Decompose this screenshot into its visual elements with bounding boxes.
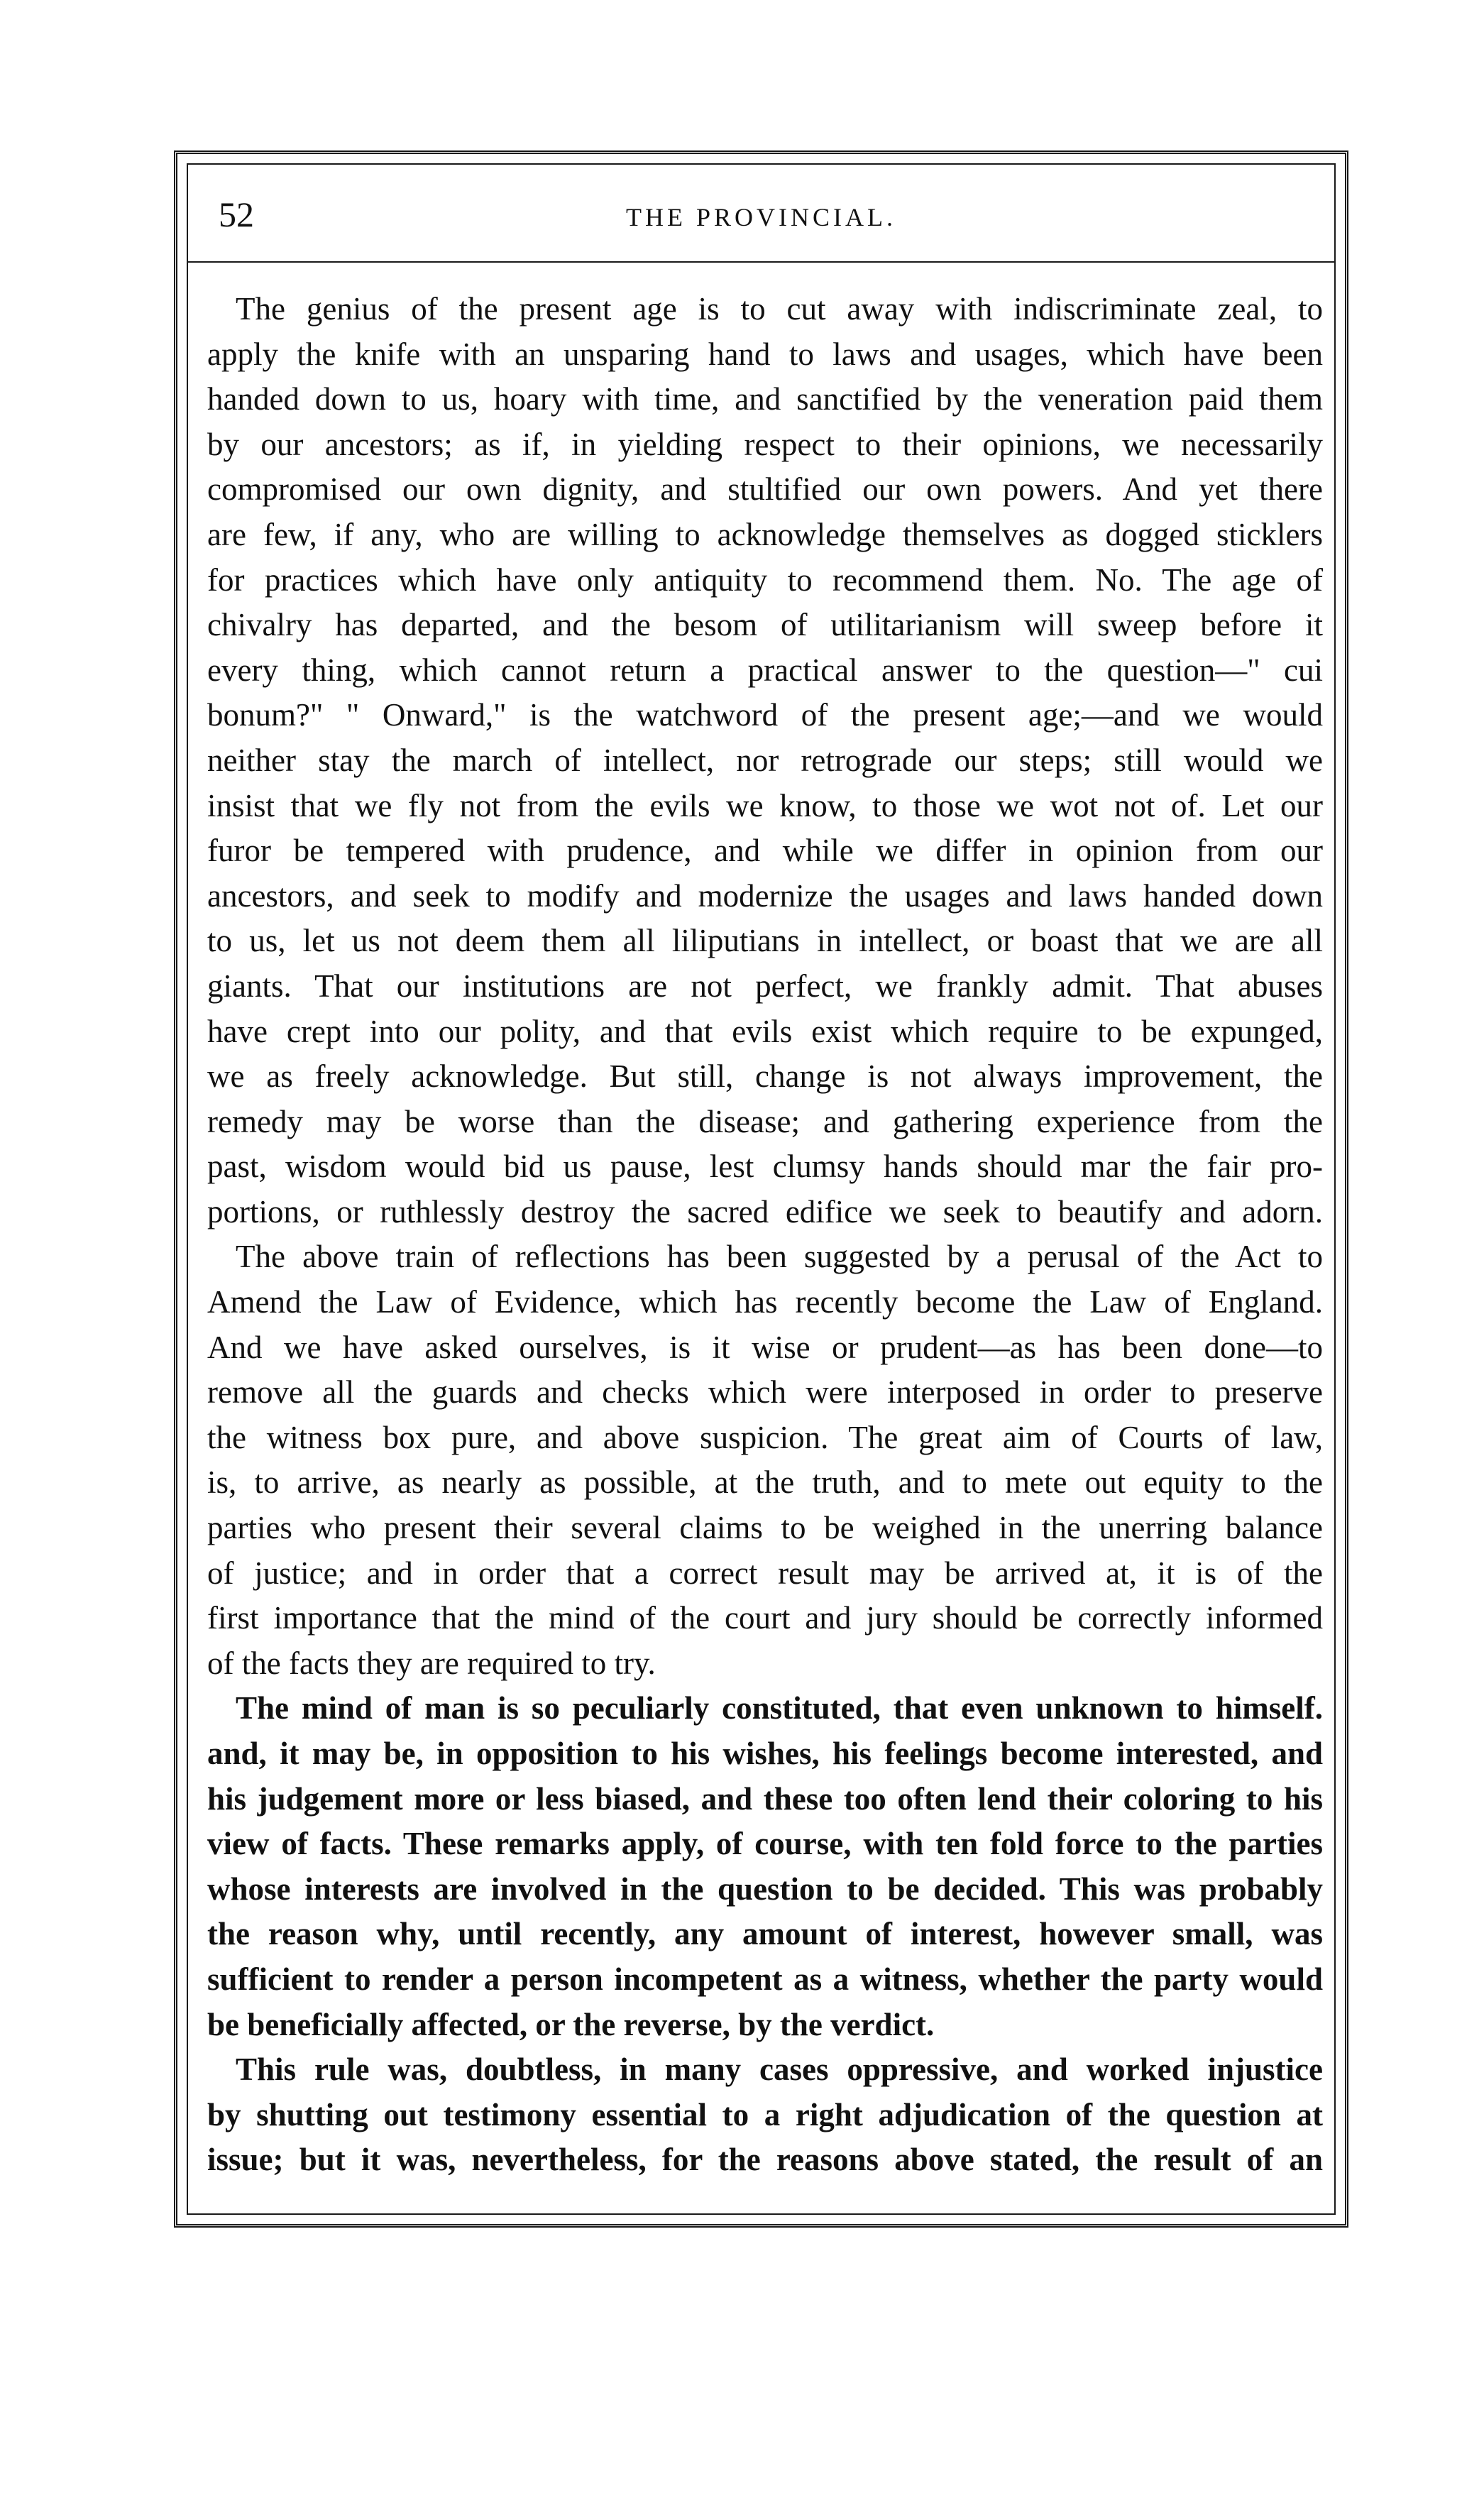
text-line: furor be tempered with prudence, and while we differ in opinion from our xyxy=(207,833,1323,869)
text-line: And we have asked ourselves, is it wise or prudent—as has been done—to xyxy=(207,1329,1323,1365)
text-line: are few, if any, who are willing to acknowledge themselves as dogged sticklers xyxy=(207,516,1323,552)
text-line: The above train of reflections has been suggested by a perusal of the Act to xyxy=(236,1239,1323,1275)
text-line: The mind of man is so peculiarly constituted, that even unknown to himself. xyxy=(236,1690,1323,1726)
text-line: parties who present their several claims to be weighed in the unerring balance xyxy=(207,1510,1323,1546)
text-line: apply the knife with an unsparing hand to laws and usages, which have been xyxy=(207,336,1323,372)
text-line: portions, or ruthlessly destroy the sacred edifice we seek to beautify and adorn. xyxy=(207,1193,1323,1230)
text-line: his judgement more or less biased, and these too often lend their coloring to his xyxy=(207,1780,1323,1817)
text-line: bonum?" " Onward," is the watchword of the present age;—and we would xyxy=(207,697,1323,733)
text-line: be beneficially affected, or the reverse, by the verdict. xyxy=(207,2006,935,2042)
text-line: handed down to us, hoary with time, and sanctified by the veneration paid them xyxy=(207,381,1323,417)
text-line: neither stay the march of intellect, nor retrograde our steps; still would we xyxy=(207,742,1323,778)
text-line: have crept into our polity, and that evils exist which require to be expunged, xyxy=(207,1013,1323,1049)
text-line: to us, let us not deem them all liliputians in intellect, or boast that we are all xyxy=(207,923,1323,959)
text-line: insist that we fly not from the evils we know, to those we wot not of. Let our xyxy=(207,787,1323,823)
text-line: This rule was, doubtless, in many cases oppressive, and worked injustice xyxy=(236,2052,1323,2088)
text-line: every thing, which cannot return a practical answer to the question—" cui xyxy=(207,652,1323,688)
running-title: THE PROVINCIAL. xyxy=(626,203,896,231)
text-line: and, it may be, in opposition to his wishes, his feelings become interested, and xyxy=(207,1736,1323,1771)
text-line: issue; but it was, nevertheless, for the reasons above stated, the result of an xyxy=(207,2142,1323,2178)
paragraph-1 xyxy=(207,287,1323,1234)
text-line: we as freely acknowledge. But still, change is not always improvement, the xyxy=(207,1058,1323,1095)
text-line: giants. That our institutions are not perfect, we frankly admit. That abuses xyxy=(207,968,1323,1004)
paragraph-3 xyxy=(207,1686,1323,2047)
text-line: by shutting out testimony essential to a right adjudication of the question at xyxy=(207,2096,1323,2132)
text-line: ancestors, and seek to modify and modernize the usages and laws handed down xyxy=(207,877,1323,914)
text-line: of justice; and in order that a correct result may be arrived at, it is of the xyxy=(207,1555,1323,1591)
text-line: compromised our own dignity, and stultified our own powers. And yet there xyxy=(207,471,1323,508)
text-line: chivalry has departed, and the besom of utilitarianism will sweep before it xyxy=(207,607,1323,643)
text-line: sufficient to render a person incompetent as a witness, whether the party would xyxy=(207,1961,1323,1997)
article-body xyxy=(207,287,1323,2183)
page-number: 52 xyxy=(219,195,254,234)
text-line: Amend the Law of Evidence, which has recently become the Law of England. xyxy=(207,1284,1323,1320)
text-line: by our ancestors; as if, in yielding respect to their opinions, we necessarily xyxy=(207,426,1323,462)
text-line: the reason why, until recently, any amount of interest, however small, was xyxy=(207,1916,1323,1952)
paragraph-4 xyxy=(207,2047,1323,2183)
text-line: whose interests are involved in the question to be decided. This was probably xyxy=(207,1871,1323,1907)
text-line: remedy may be worse than the disease; and gathering experience from the xyxy=(207,1103,1323,1139)
text-line: for practices which have only antiquity to recommend them. No. The age of xyxy=(207,562,1323,598)
text-line: past, wisdom would bid us pause, lest clumsy hands should mar the fair pro- xyxy=(207,1149,1323,1185)
text-line: first importance that the mind of the court and jury should be correctly informed xyxy=(207,1600,1323,1636)
text-line: remove all the guards and checks which were interposed in order to preserve xyxy=(207,1374,1323,1411)
text-line: of the facts they are required to try. xyxy=(207,1645,656,1681)
text-line: the witness box pure, and above suspicion. The great aim of Courts of law, xyxy=(207,1419,1323,1455)
running-head xyxy=(187,163,1336,263)
text-line: is, to arrive, as nearly as possible, at the truth, and to mete out equity to the xyxy=(207,1464,1323,1501)
text-line: The genius of the present age is to cut away with indiscriminate zeal, to xyxy=(236,291,1323,327)
paragraph-2 xyxy=(207,1234,1323,1686)
text-line: view of facts. These remarks apply, of course, with ten fold force to the parties xyxy=(207,1826,1323,1862)
